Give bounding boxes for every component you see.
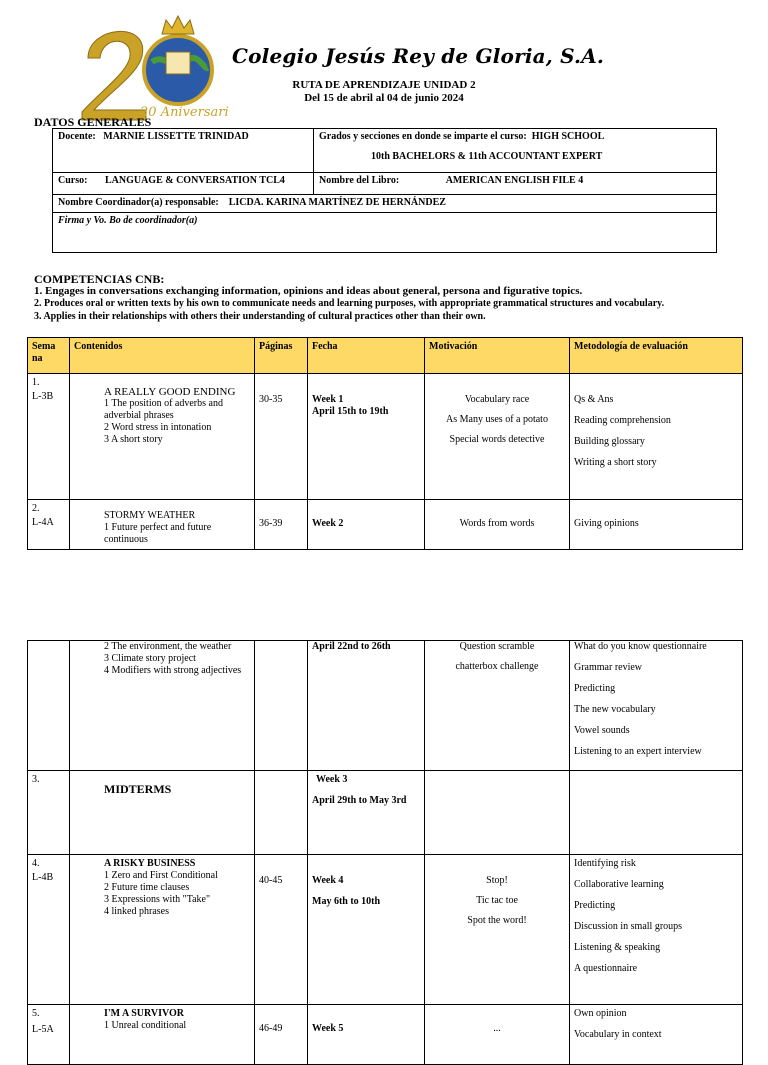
motivation-item: Question scramble	[459, 641, 535, 652]
motivation-item: Vocabulary race	[464, 394, 530, 405]
methodology-item: Listening & speaking	[574, 942, 661, 953]
week-number: 3.	[28, 771, 70, 855]
week-dates: April 29th to May 3rd	[312, 795, 407, 806]
header-fecha: Fecha	[308, 338, 425, 374]
week-number: 4.	[32, 858, 40, 869]
datos-generales-heading: DATOS GENERALES	[34, 115, 152, 129]
competencias-list	[34, 285, 754, 324]
week-label: Week 2	[312, 518, 344, 529]
motivation-item: Spot the word!	[467, 915, 527, 926]
unit-title: MIDTERMS	[104, 782, 172, 796]
libro-value: AMERICAN ENGLISH FILE 4	[445, 175, 584, 186]
unit-title: A RISKY BUSINESS	[104, 858, 196, 869]
methodology-item: Predicting	[574, 683, 616, 694]
unit-title: I'M A SURVIVOR	[104, 1008, 185, 1019]
docente-label: Docente:	[58, 131, 96, 142]
week-label: Week 3	[316, 774, 348, 785]
libro-label: Nombre del Libro:	[319, 175, 400, 186]
methodology-item: Predicting	[574, 900, 616, 911]
methodology-item: Listening to an expert interview	[574, 746, 702, 757]
table-row	[28, 855, 743, 1005]
content-item: 4 linked phrases	[104, 906, 169, 917]
methodology-item: Qs & Ans	[574, 394, 614, 405]
methodology-item: Grammar review	[574, 662, 643, 673]
motivation-item: Stop!	[486, 875, 508, 886]
table-row	[28, 1005, 743, 1065]
methodology-item: Reading comprehension	[574, 415, 671, 426]
competencias-heading: COMPETENCIAS CNB:	[34, 272, 165, 286]
learning-route-table	[27, 337, 743, 550]
general-info-table	[52, 128, 717, 253]
competencia-item: 2. Produces oral or written texts by his own to communicate needs and learning purposes, with appropriate grammatical structures and vocabulary.	[34, 298, 665, 309]
methodology-item: The new vocabulary	[574, 704, 656, 715]
lesson-code: L-3B	[32, 391, 54, 402]
methodology-item: Building glossary	[574, 436, 645, 447]
table-row	[28, 771, 743, 855]
methodology-item: Vocabulary in context	[574, 1029, 662, 1040]
pages: 30-35	[255, 374, 308, 500]
docente-value: MARNIE LISSETTE TRINIDAD	[103, 131, 249, 142]
content-item: 2 The environment, the weather	[104, 641, 232, 652]
week-dates: May 6th to 10th	[312, 896, 381, 907]
school-logo	[80, 12, 228, 122]
unit-title: STORMY WEATHER	[104, 510, 196, 521]
content-item: 3 Expressions with "Take"	[104, 894, 211, 905]
coordinador-label: Nombre Coordinador(a) responsable:	[58, 197, 219, 208]
week-label: Week 4	[312, 875, 344, 886]
document-dates: Del 15 de abril al 04 de junio 2024	[304, 92, 464, 104]
table-row	[28, 641, 743, 771]
coordinador-value: LICDA. KARINA MARTÍNEZ DE HERNÁNDEZ	[228, 197, 446, 208]
firma-label: Firma y Vo. Bo de coordinador(a)	[58, 215, 198, 226]
document-title: RUTA DE APRENDIZAJE UNIDAD 2	[292, 79, 476, 91]
content-item: 1 Zero and First Conditional	[104, 870, 218, 881]
motivation-item: chatterbox challenge	[455, 661, 539, 672]
competencia-item: 1. Engages in conversations exchanging information, opinions and ideas about general, persona and figurative topics.	[34, 285, 583, 297]
curso-value: LANGUAGE & CONVERSATION TCL4	[104, 175, 285, 186]
content-item: 1 The position of adverbs and adverbial phrases	[104, 398, 223, 421]
school-name: Colegio Jesús Rey de Gloria, S.A.	[232, 44, 605, 68]
content-item: 2 Word stress in intonation	[104, 422, 212, 433]
week-number: 2.	[32, 503, 40, 514]
header-paginas: Páginas	[255, 338, 308, 374]
header-contenidos: Contenidos	[70, 338, 255, 374]
week-number: 1.	[32, 377, 40, 388]
lesson-code: L-4A	[32, 517, 54, 528]
curso-label: Curso:	[58, 175, 88, 186]
methodology-item: A questionnaire	[574, 963, 638, 974]
unit-title: A REALLY GOOD ENDING	[104, 386, 236, 398]
motivation-item: ...	[493, 1023, 501, 1034]
pages: 36-39	[255, 500, 308, 550]
methodology-item: Writing a short story	[574, 457, 657, 468]
methodology-item: Collaborative learning	[574, 879, 664, 890]
week-number: 5.	[32, 1008, 40, 1019]
table-row	[28, 500, 743, 550]
competencia-item: 3. Applies in their relationships with others their understanding of cultural practices other than their own.	[34, 311, 486, 322]
pages: 46-49	[255, 1005, 308, 1065]
week-label: Week 1	[312, 394, 344, 405]
methodology-item: Own opinion	[574, 1008, 627, 1019]
methodology-item: Vowel sounds	[574, 725, 630, 736]
methodology-item: Discussion in small groups	[574, 921, 683, 932]
lesson-code: L-5A	[32, 1024, 54, 1035]
pages: 40-45	[255, 855, 308, 1005]
content-item: 3 Climate story project	[104, 653, 196, 664]
methodology-item: What do you know questionnaire	[574, 641, 707, 652]
grados-value-2: 10th BACHELORS & 11th ACCOUNTANT EXPERT	[371, 151, 603, 162]
header-metodologia: Metodología de evaluación	[570, 338, 743, 374]
motivation-item: Special words detective	[449, 434, 545, 445]
lesson-code: L-4B	[32, 872, 54, 883]
motivation-item: Tic tac toe	[476, 895, 518, 906]
week-dates: April 15th to 19th	[312, 406, 389, 417]
header-motivacion: Motivación	[425, 338, 570, 374]
content-item: 1 Future perfect and future continuous	[104, 522, 212, 545]
header-semana: Sema na	[28, 338, 70, 374]
grados-label: Grados y secciones en donde se imparte el curso:	[319, 131, 527, 142]
methodology-item: Identifying risk	[574, 858, 636, 869]
content-item: 1 Unreal conditional	[104, 1020, 187, 1031]
week-label: Week 5	[312, 1023, 344, 1034]
content-item: 2 Future time clauses	[104, 882, 190, 893]
content-item: 3 A short story	[104, 434, 163, 445]
week-dates: April 22nd to 26th	[312, 641, 391, 652]
content-item: 4 Modifiers with strong adjectives	[104, 665, 242, 676]
motivation-item: Words from words	[459, 518, 535, 529]
learning-route-table-continued	[27, 640, 743, 1065]
table-row	[28, 374, 743, 500]
methodology-item: Giving opinions	[574, 518, 639, 529]
grados-value-1: HIGH SCHOOL	[531, 131, 605, 142]
motivation-item: As Many uses of a potato	[446, 414, 548, 425]
logo-text: 20 Aniversario	[140, 105, 228, 120]
